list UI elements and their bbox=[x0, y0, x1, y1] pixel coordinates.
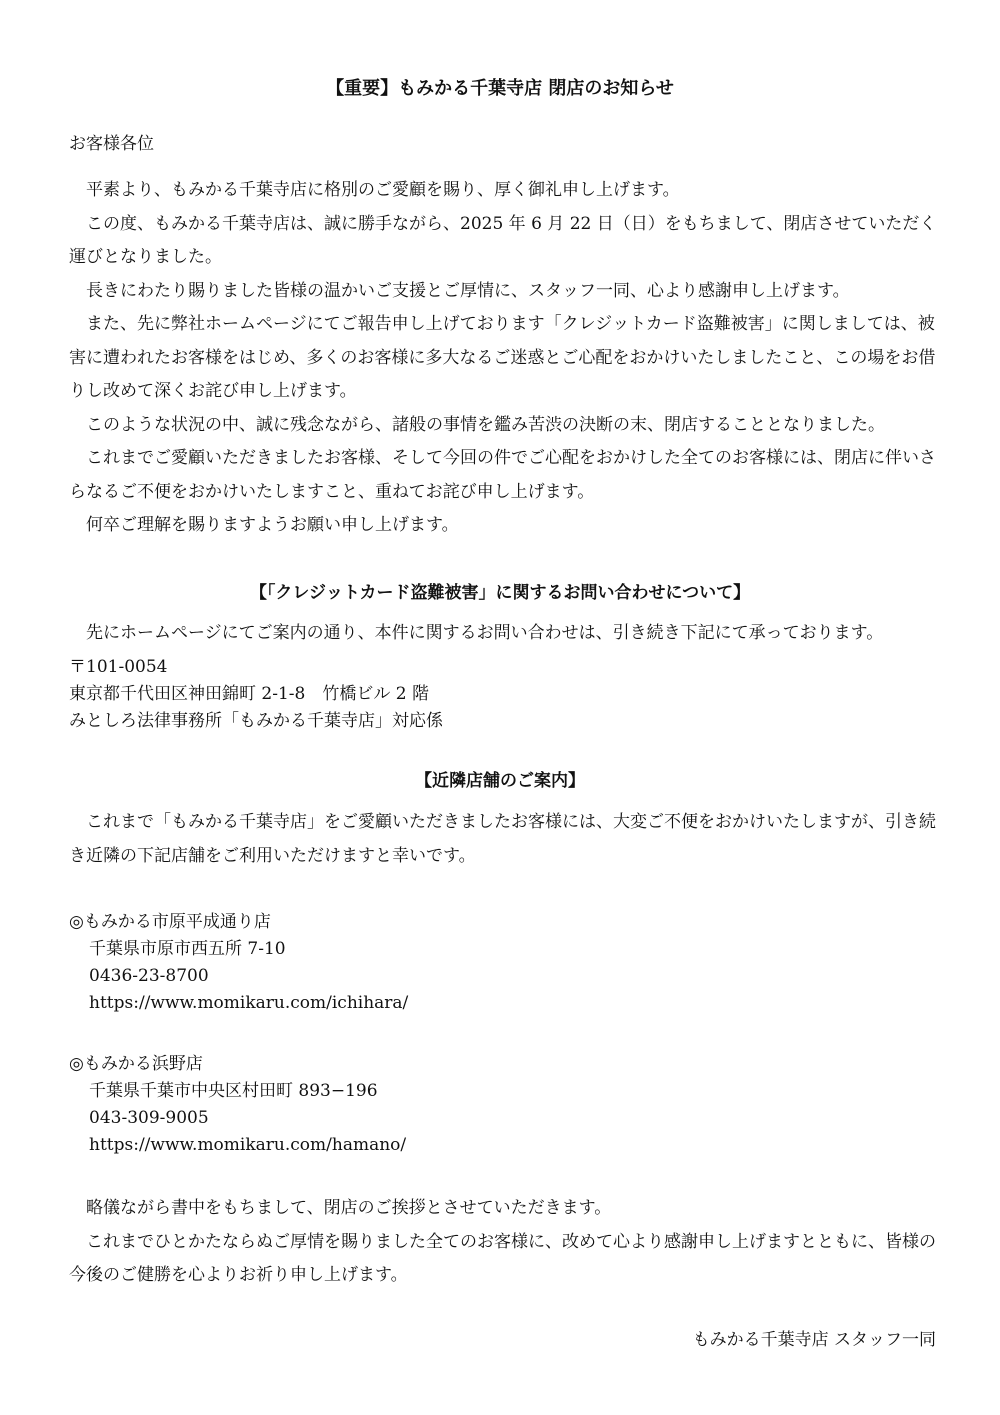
paragraph-5: このような状況の中、誠に残念ながら、諸般の事情を鑑み苦渋の決断の末、閉店することとなりました。 bbox=[86, 414, 885, 435]
store-address: 千葉県市原市西五所 7-10 bbox=[89, 939, 286, 959]
page-title: 【重要】もみかる千葉寺店 閉店のお知らせ bbox=[326, 78, 674, 99]
closing-paragraph-1: 略儀ながら書中をもちまして、閉店のご挨拶とさせていただきます。 bbox=[86, 1198, 612, 1218]
store-url-link[interactable]: https://www.momikaru.com/ichihara/ bbox=[89, 993, 409, 1013]
paragraph-1: 平素より、もみかる千葉寺店に格別のご愛顧を賜り、厚く御礼申し上げます。 bbox=[86, 180, 680, 200]
postal-code: 〒101-0054 bbox=[69, 657, 168, 677]
paragraph-6: これまでご愛顧いただきましたお客様、そして今回の件でご心配をおかけした全てのお客様には、閉店に伴いさらなるご不便をおかけいたしますこと、重ねてお詫び申し上げます。 bbox=[69, 448, 936, 502]
store-phone: 043-309-9005 bbox=[89, 1108, 209, 1128]
signature: もみかる千葉寺店 スタッフ一同 bbox=[692, 1330, 936, 1350]
paragraph-2: この度、もみかる千葉寺店は、誠に勝手ながら、2025 年 6 月 22 日（日）をもちまして、閉店させていただく運びとなりました。 bbox=[69, 213, 937, 267]
paragraph-7: 何卒ご理解を賜りますようお願い申し上げます。 bbox=[86, 515, 459, 535]
nearby-text: これまで「もみかる千葉寺店」をご愛顧いただきましたお客様には、大変ご不便をおかけいたしますが、引き続き近隣の下記店舗をご利用いただけますと幸いです。 bbox=[69, 812, 936, 866]
store-hamano bbox=[69, 1051, 949, 1159]
store-url-link[interactable]: https://www.momikaru.com/hamano/ bbox=[89, 1135, 407, 1155]
inquiry-text: 先にホームページにてご案内の通り、本件に関するお問い合わせは、引き続き下記にて承っております。 bbox=[86, 623, 884, 643]
store-phone: 0436-23-8700 bbox=[89, 966, 209, 986]
paragraph-4: また、先に弊社ホームページにてご報告申し上げております「クレジットカード盗難被害」に関しましては、被害に遭われたお客様をはじめ、多くのお客様に多大なるご迷惑とご心配をおかけいたしましたこと、この場をお借りし改めて深くお詫び申し上げます。 bbox=[69, 314, 936, 401]
closing-body bbox=[69, 1192, 949, 1293]
paragraph-3: 長きにわたり賜りました皆様の温かいご支援とご厚情に、スタッフ一同、心より感謝申し上げます。 bbox=[86, 280, 850, 301]
store-ichihara bbox=[69, 909, 949, 1017]
salutation bbox=[69, 128, 949, 162]
store-address: 千葉県千葉市中央区村田町 893−196 bbox=[89, 1081, 378, 1101]
closing-paragraph-2: これまでひとかたならぬご厚情を賜りました全てのお客様に、改めて心より感謝申し上げますとともに、皆様の今後のご健勝を心よりお祈り申し上げます。 bbox=[69, 1231, 936, 1285]
inquiry-address-block bbox=[69, 654, 949, 735]
main-body bbox=[69, 174, 949, 543]
law-office: みとしろ法律事務所「もみかる千葉寺店」対応係 bbox=[69, 711, 443, 731]
store-name: ◎もみかる市原平成通り店 bbox=[69, 912, 271, 932]
nearby-body bbox=[69, 806, 949, 873]
inquiry-heading: 【「クレジットカード盗難被害」に関するお問い合わせについて】 bbox=[249, 583, 751, 603]
nearby-heading: 【近隣店舗のご案内】 bbox=[415, 771, 585, 791]
store-name: ◎もみかる浜野店 bbox=[69, 1054, 203, 1074]
salutation-text: お客様各位 bbox=[69, 134, 154, 154]
inquiry-address: 東京都千代田区神田錦町 2-1-8 竹橋ビル 2 階 bbox=[69, 684, 429, 704]
inquiry-body bbox=[69, 617, 949, 651]
